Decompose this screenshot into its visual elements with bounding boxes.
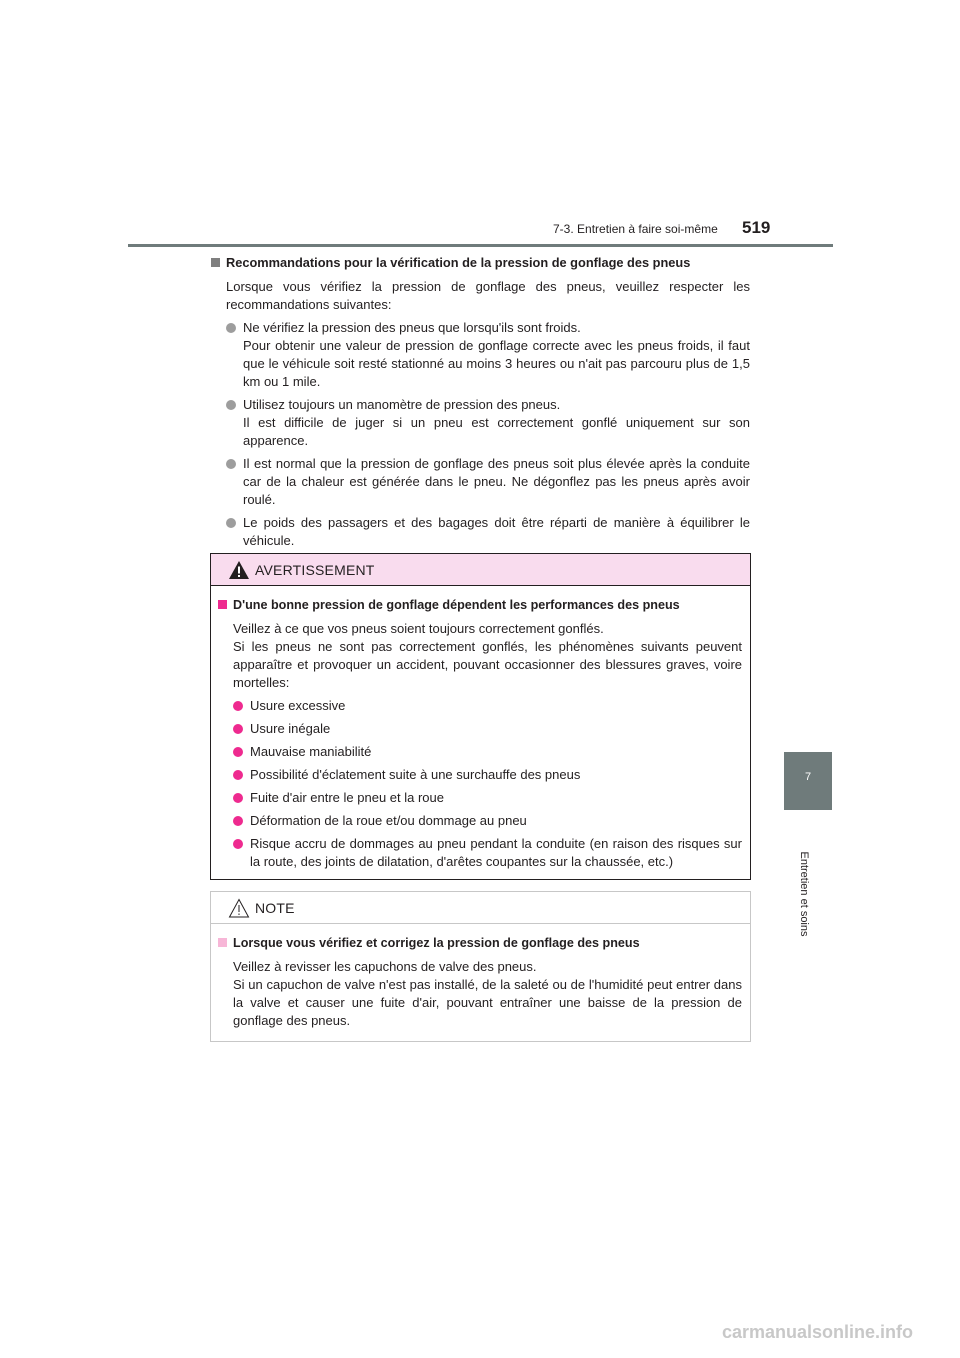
bullet-dot-icon — [226, 323, 236, 333]
note-heading — [217, 934, 742, 952]
note-line: Si un capuchon de valve n'est pas installé, de la saleté ou de l'humidité peut entrer dans la valve et causer une fuite d'air, pouvant entraîner une baisse de la pression de gonflage des pneus. — [233, 977, 742, 1028]
list-item-lead: Utilisez toujours un manomètre de pression des pneus. — [243, 397, 561, 412]
list-item-text: Pour obtenir une valeur de pression de gonflage correcte avec les pneus froids, il faut que le véhicule soit resté stationné au moins 3 heures ou n'ait pas parcouru plus de 1,5 km ou 1 mile. — [243, 338, 750, 389]
bullet-dot-icon — [233, 816, 243, 826]
warning-line: Si les pneus ne sont pas correctement gonflés, les phénomènes suivants peuvent apparaître et provoquer un accident, pouvant occasionner des blessures graves, voire mortelles: — [233, 639, 742, 690]
bullet-dot-icon — [226, 459, 236, 469]
section-title: 7-3. Entretien à faire soi-même — [553, 222, 718, 236]
list-item-text: Il est difficile de juger si un pneu est correctement gonflé uniquement sur son apparence. — [243, 415, 750, 448]
bullet-dot-icon — [233, 701, 243, 711]
recommendation-list — [226, 319, 750, 550]
list-item — [226, 319, 750, 391]
list-item-text: Déformation de la roue et/ou dommage au pneu — [250, 813, 527, 828]
warning-triangle-icon — [228, 560, 250, 580]
list-item-text: Mauvaise maniabilité — [250, 744, 372, 759]
list-item — [233, 812, 742, 830]
list-item-lead: Le poids des passagers et des bagages doit être réparti de manière à équilibrer le véhicule. — [243, 515, 750, 548]
bullet-dot-icon — [226, 518, 236, 528]
note-title: NOTE — [255, 900, 295, 916]
watermark: carmanualsonline.info — [722, 1322, 914, 1342]
list-item — [233, 789, 742, 807]
list-item-lead: Il est normal que la pression de gonflage des pneus soit plus élevée après la conduite car de la chaleur est générée dans le pneu. Ne dégonflez pas les pneus après avoir roulé. — [243, 456, 750, 507]
bullet-dot-icon — [233, 724, 243, 734]
section-heading — [210, 254, 750, 272]
heading-square-icon — [218, 600, 227, 609]
bullet-dot-icon — [233, 747, 243, 757]
list-item-text: Risque accru de dommages au pneu pendant la conduite (en raison des risques sur la route, des joints de dilatation, d'arêtes coupantes sur la chaussée, etc.) — [250, 836, 742, 869]
list-item — [233, 835, 742, 871]
header-divider — [128, 244, 833, 247]
note-body — [211, 924, 750, 1030]
list-item — [233, 743, 742, 761]
bullet-dot-icon — [226, 400, 236, 410]
list-item — [226, 455, 750, 509]
list-item — [226, 514, 750, 550]
list-item-text: Fuite d'air entre le pneu et la roue — [250, 790, 444, 805]
chapter-label-text: Entretien et soins — [798, 851, 810, 937]
note-line: Veillez à revisser les capuchons de valve des pneus. — [233, 959, 537, 974]
warning-heading — [217, 596, 742, 614]
bullet-dot-icon — [233, 770, 243, 780]
warning-title: AVERTISSEMENT — [255, 562, 375, 578]
list-item — [233, 697, 742, 715]
list-item-text: Usure inégale — [250, 721, 331, 736]
caution-triangle-icon — [228, 898, 250, 918]
warning-header — [211, 554, 750, 586]
chapter-number: 7 — [804, 771, 812, 783]
note-header — [211, 892, 750, 924]
list-item-lead: Ne vérifiez la pression des pneus que lorsqu'ils sont froids. — [243, 320, 581, 335]
chapter-tab[interactable] — [784, 752, 832, 810]
list-item — [226, 396, 750, 450]
tire-pressure-section — [210, 254, 750, 550]
page-number: 519 — [742, 218, 771, 237]
warning-heading-text: D'une bonne pression de gonflage dépendent les performances des pneus — [233, 598, 680, 612]
warning-line: Veillez à ce que vos pneus soient toujours correctement gonflés. — [233, 621, 604, 636]
section-intro: Lorsque vous vérifiez la pression de gonflage des pneus, veuillez respecter les recommandations suivantes: — [226, 279, 750, 312]
heading-square-icon — [218, 938, 227, 947]
list-item — [233, 720, 742, 738]
list-item — [233, 766, 742, 784]
heading-square-icon — [211, 258, 220, 267]
warning-list — [233, 697, 742, 871]
warning-box — [210, 553, 751, 880]
list-item-text: Possibilité d'éclatement suite à une surchauffe des pneus — [250, 767, 581, 782]
bullet-dot-icon — [233, 793, 243, 803]
note-heading-text: Lorsque vous vérifiez et corrigez la pression de gonflage des pneus — [233, 936, 640, 950]
warning-body — [211, 586, 750, 871]
note-box — [210, 891, 751, 1042]
list-item-text: Usure excessive — [250, 698, 346, 713]
chapter-label — [797, 844, 811, 944]
section-heading-text: Recommandations pour la vérification de la pression de gonflage des pneus — [226, 255, 691, 270]
bullet-dot-icon — [233, 839, 243, 849]
